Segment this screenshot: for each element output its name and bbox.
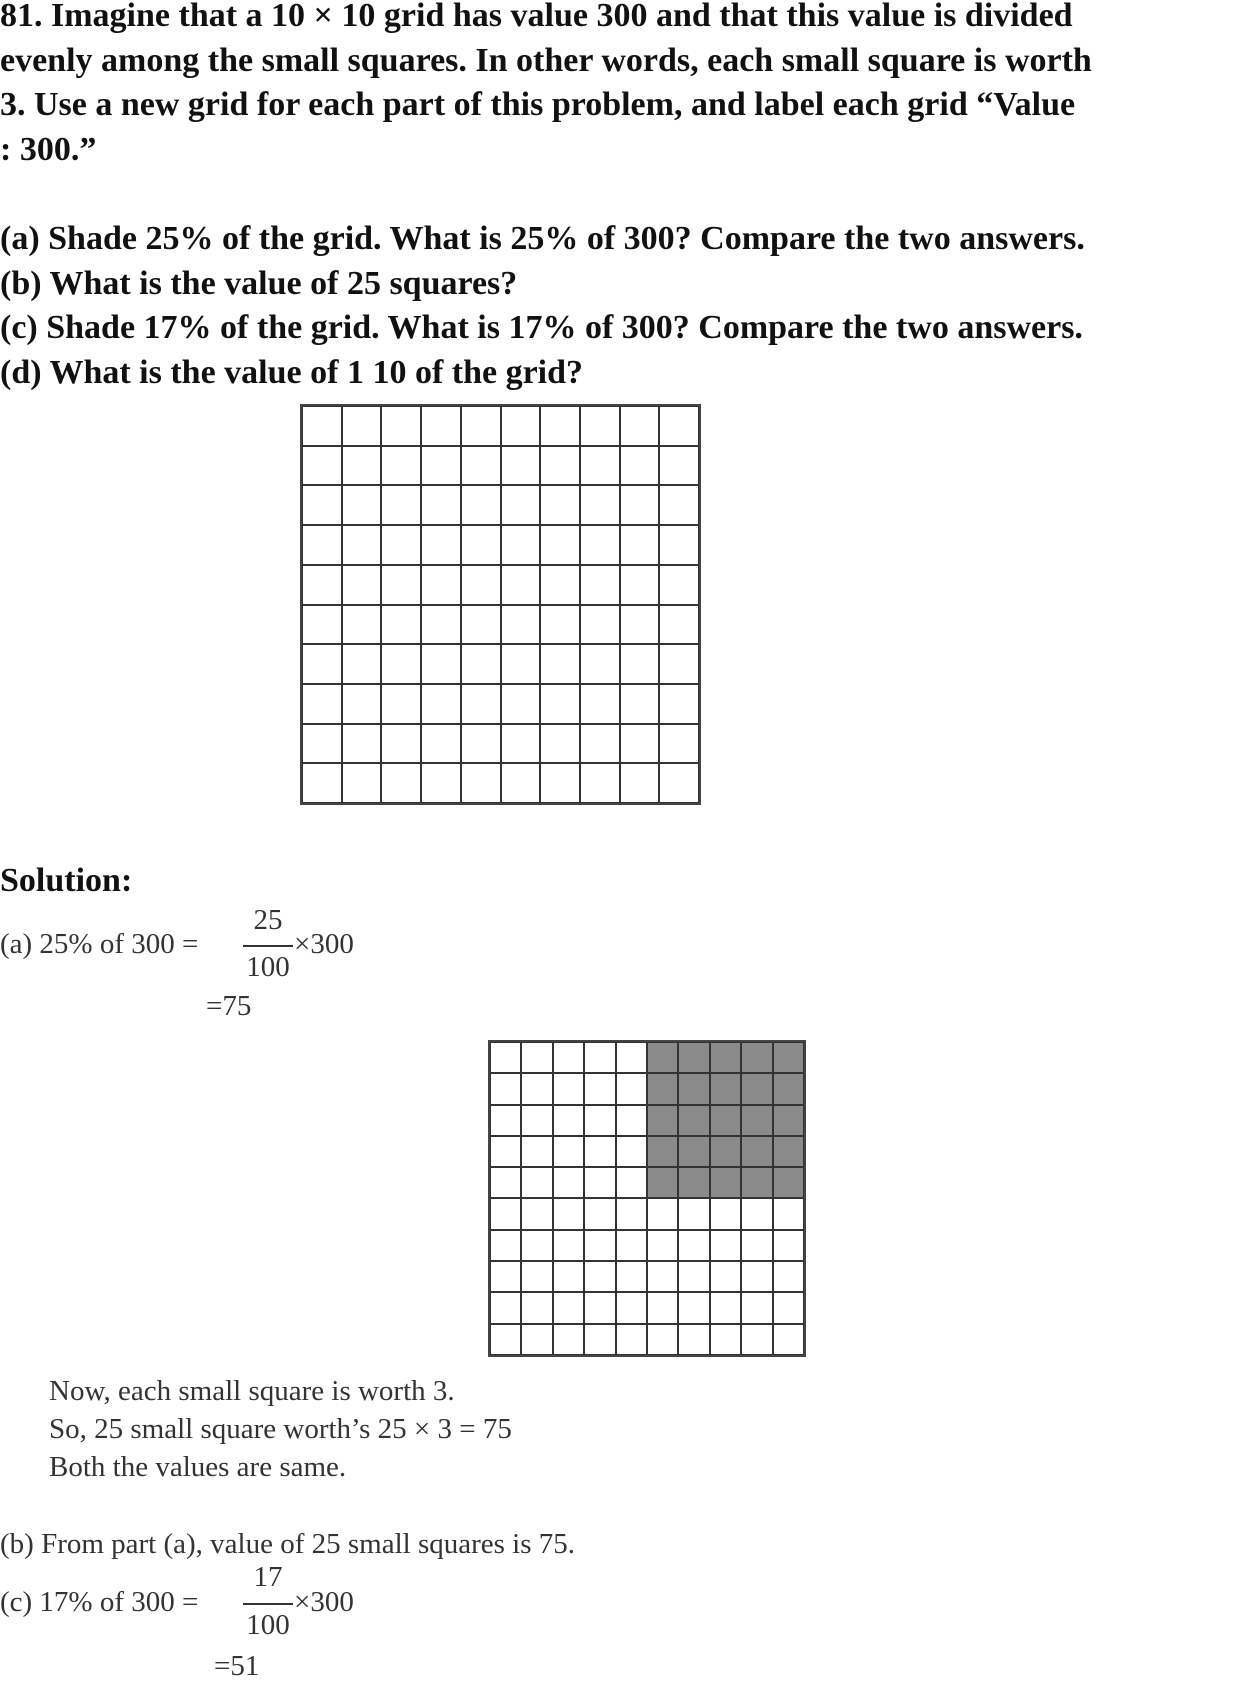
grid-cell (553, 1324, 584, 1355)
grid-cell (773, 1292, 804, 1323)
grid-cell-shaded (647, 1167, 678, 1198)
grid-cell-shaded (647, 1073, 678, 1104)
grid-cell (659, 724, 699, 764)
grid-cell (659, 406, 699, 446)
grid-cell-shaded (678, 1136, 709, 1167)
grid-cell (421, 684, 461, 724)
grid-cell (421, 565, 461, 605)
grid-cell (616, 1230, 647, 1261)
grid-cell (521, 1324, 552, 1355)
grid-cell (540, 525, 580, 565)
grid-cell (553, 1261, 584, 1292)
question-part-c: (c) Shade 17% of the grid. What is 17% of 300? Compare the two answers. (0, 309, 1083, 346)
grid-cell (647, 1261, 678, 1292)
grid-cell (540, 565, 580, 605)
note-line: Both the values are same. (49, 1451, 347, 1483)
grid-cell (421, 525, 461, 565)
grid-cell (620, 565, 660, 605)
part-c-denominator: 100 (246, 1609, 290, 1641)
grid-cell (620, 446, 660, 486)
grid-cell-shaded (678, 1167, 709, 1198)
grid-cell (678, 1324, 709, 1355)
grid-cell (773, 1230, 804, 1261)
grid-cell (584, 1198, 615, 1229)
grid-cell (580, 406, 620, 446)
grid-cell-shaded (741, 1136, 772, 1167)
grid-cell-shaded (773, 1136, 804, 1167)
grid-cell (521, 1292, 552, 1323)
grid-cell (620, 763, 660, 803)
grid-cell (616, 1105, 647, 1136)
empty-hundred-grid (300, 404, 701, 805)
grid-cell (501, 644, 541, 684)
grid-cell (342, 446, 382, 486)
grid-cell (461, 763, 501, 803)
grid-cell (616, 1167, 647, 1198)
grid-cell (421, 446, 461, 486)
grid-cell (521, 1230, 552, 1261)
grid-cell (584, 1073, 615, 1104)
part-c-rhs: ×300 (294, 1586, 354, 1618)
grid-cell (620, 406, 660, 446)
grid-cell (584, 1292, 615, 1323)
grid-cell (580, 763, 620, 803)
grid-cell (580, 644, 620, 684)
grid-cell (501, 406, 541, 446)
grid-cell (342, 565, 382, 605)
grid-cell (659, 605, 699, 645)
grid-cell (302, 406, 342, 446)
grid-cell (584, 1261, 615, 1292)
grid-cell (490, 1198, 521, 1229)
grid-cell (540, 485, 580, 525)
grid-cell (659, 485, 699, 525)
grid-cell (490, 1230, 521, 1261)
grid-cell (553, 1073, 584, 1104)
grid-cell (710, 1230, 741, 1261)
grid-cell (580, 605, 620, 645)
grid-cell (302, 684, 342, 724)
grid-cell (540, 724, 580, 764)
grid-cell (501, 485, 541, 525)
solution-heading: Solution: (0, 862, 133, 899)
grid-cell (741, 1198, 772, 1229)
grid-cell-shaded (678, 1073, 709, 1104)
grid-cell (381, 565, 421, 605)
grid-cell (553, 1136, 584, 1167)
grid-cell (381, 605, 421, 645)
fraction-bar (243, 945, 293, 947)
grid-cell (521, 1136, 552, 1167)
grid-cell (540, 605, 580, 645)
grid-cell (381, 446, 421, 486)
grid-cell (773, 1198, 804, 1229)
grid-cell (381, 684, 421, 724)
grid-cell (659, 446, 699, 486)
grid-cell (620, 684, 660, 724)
grid-cell (342, 763, 382, 803)
grid-cell (710, 1292, 741, 1323)
grid-cell (342, 406, 382, 446)
grid-cell (421, 644, 461, 684)
note-line: Now, each small square is worth 3. (49, 1375, 455, 1407)
grid-cell (616, 1324, 647, 1355)
grid-cell (616, 1292, 647, 1323)
question-line: 3. Use a new grid for each part of this problem, and label each grid “Value (0, 86, 1076, 123)
grid-cell (421, 763, 461, 803)
note-line: So, 25 small square worth’s 25 × 3 = 75 (49, 1413, 512, 1445)
grid-cell (490, 1042, 521, 1073)
grid-cell (553, 1167, 584, 1198)
grid-cell (381, 485, 421, 525)
grid-cell (342, 485, 382, 525)
grid-cell (710, 1198, 741, 1229)
grid-cell (461, 406, 501, 446)
grid-cell-shaded (773, 1073, 804, 1104)
grid-cell (647, 1292, 678, 1323)
grid-cell (678, 1261, 709, 1292)
question-line: 81. Imagine that a 10 × 10 grid has value 300 and that this value is divided (0, 0, 1073, 34)
grid-cell (659, 644, 699, 684)
grid-cell (647, 1198, 678, 1229)
part-c-numerator: 17 (253, 1561, 283, 1593)
grid-cell (501, 525, 541, 565)
grid-cell (580, 525, 620, 565)
grid-cell (553, 1198, 584, 1229)
grid-cell (584, 1042, 615, 1073)
grid-cell (521, 1073, 552, 1104)
grid-cell (710, 1324, 741, 1355)
grid-cell (540, 763, 580, 803)
question-part-a: (a) Shade 25% of the grid. What is 25% of 300? Compare the two answers. (0, 220, 1085, 257)
grid-cell-shaded (710, 1136, 741, 1167)
grid-cell-shaded (710, 1073, 741, 1104)
grid-cell (678, 1198, 709, 1229)
grid-cell (616, 1261, 647, 1292)
grid-cell (580, 446, 620, 486)
grid-cell (659, 763, 699, 803)
grid-cell (584, 1324, 615, 1355)
grid-cell (521, 1261, 552, 1292)
grid-cell (521, 1167, 552, 1198)
grid-cell (490, 1261, 521, 1292)
grid-cell (620, 605, 660, 645)
grid-cell (521, 1105, 552, 1136)
grid-cell (461, 644, 501, 684)
grid-cell (647, 1230, 678, 1261)
grid-cell (540, 406, 580, 446)
grid-cell (302, 485, 342, 525)
grid-cell (381, 724, 421, 764)
question-part-b: (b) What is the value of 25 squares? (0, 265, 518, 302)
grid-cell (584, 1167, 615, 1198)
grid-cell (381, 644, 421, 684)
grid-cell (647, 1324, 678, 1355)
part-c-lhs: (c) 17% of 300 = (0, 1586, 199, 1618)
grid-cell (302, 724, 342, 764)
grid-cell (421, 485, 461, 525)
grid-cell (461, 605, 501, 645)
grid-cell (461, 684, 501, 724)
grid-cell-shaded (710, 1167, 741, 1198)
grid-cell (490, 1073, 521, 1104)
grid-cell (553, 1105, 584, 1136)
grid-cell (302, 644, 342, 684)
grid-cell (553, 1042, 584, 1073)
grid-cell (342, 644, 382, 684)
grid-cell (461, 485, 501, 525)
grid-cell (381, 525, 421, 565)
grid-cell (540, 644, 580, 684)
grid-cell (501, 724, 541, 764)
grid-cell (381, 406, 421, 446)
part-a-numerator: 25 (253, 904, 283, 936)
grid-cell (302, 565, 342, 605)
grid-cell (580, 724, 620, 764)
grid-cell (501, 684, 541, 724)
grid-cell-shaded (678, 1042, 709, 1073)
grid-cell (342, 605, 382, 645)
grid-cell (620, 724, 660, 764)
part-b-answer: (b) From part (a), value of 25 small squares is 75. (0, 1528, 576, 1560)
grid-cell (620, 644, 660, 684)
grid-cell (521, 1042, 552, 1073)
grid-cell (302, 446, 342, 486)
part-a-denominator: 100 (246, 951, 290, 983)
grid-cell-shaded (710, 1105, 741, 1136)
grid-cell (659, 525, 699, 565)
grid-cell (580, 565, 620, 605)
grid-cell-shaded (710, 1042, 741, 1073)
grid-cell (616, 1136, 647, 1167)
grid-cell-shaded (647, 1042, 678, 1073)
grid-cell (741, 1292, 772, 1323)
grid-cell (490, 1105, 521, 1136)
grid-cell (421, 406, 461, 446)
grid-cell-shaded (773, 1105, 804, 1136)
grid-cell-shaded (773, 1167, 804, 1198)
grid-cell (421, 605, 461, 645)
grid-cell (302, 763, 342, 803)
grid-cell (302, 605, 342, 645)
grid-cell (461, 446, 501, 486)
part-a-lhs: (a) 25% of 300 = (0, 928, 199, 960)
grid-cell (616, 1198, 647, 1229)
grid-cell (741, 1324, 772, 1355)
question-line: evenly among the small squares. In other words, each small square is worth (0, 42, 1092, 79)
part-a-result: =75 (206, 990, 252, 1022)
grid-cell (342, 724, 382, 764)
grid-cell (521, 1198, 552, 1229)
grid-cell (553, 1292, 584, 1323)
grid-cell (540, 684, 580, 724)
grid-cell (741, 1230, 772, 1261)
grid-cell (710, 1261, 741, 1292)
grid-cell-shaded (647, 1136, 678, 1167)
grid-cell-shaded (741, 1167, 772, 1198)
grid-cell (490, 1292, 521, 1323)
grid-cell (620, 525, 660, 565)
grid-cell (381, 763, 421, 803)
grid-cell-shaded (741, 1105, 772, 1136)
grid-cell (342, 684, 382, 724)
grid-cell (580, 684, 620, 724)
grid-cell (490, 1136, 521, 1167)
grid-cell (616, 1042, 647, 1073)
grid-cell (620, 485, 660, 525)
grid-cell (501, 565, 541, 605)
question-line: : 300.” (0, 131, 97, 168)
grid-cell-shaded (741, 1042, 772, 1073)
question-part-d: (d) What is the value of 1 10 of the grid? (0, 354, 584, 391)
grid-cell (501, 605, 541, 645)
grid-cell (678, 1292, 709, 1323)
grid-cell-shaded (741, 1073, 772, 1104)
grid-cell (584, 1105, 615, 1136)
shaded-hundred-grid-25-percent (488, 1040, 806, 1357)
grid-cell (342, 525, 382, 565)
grid-cell (584, 1230, 615, 1261)
grid-cell (616, 1073, 647, 1104)
grid-cell (461, 565, 501, 605)
part-c-result: =51 (214, 1650, 260, 1682)
grid-cell (678, 1230, 709, 1261)
grid-cell (490, 1167, 521, 1198)
grid-cell (659, 565, 699, 605)
grid-cell (461, 724, 501, 764)
grid-cell (659, 684, 699, 724)
grid-cell (553, 1230, 584, 1261)
grid-cell (421, 724, 461, 764)
grid-cell-shaded (647, 1105, 678, 1136)
grid-cell (584, 1136, 615, 1167)
grid-cell (580, 485, 620, 525)
part-a-rhs: ×300 (294, 928, 354, 960)
grid-cell-shaded (773, 1042, 804, 1073)
grid-cell (773, 1261, 804, 1292)
grid-cell (501, 763, 541, 803)
grid-cell (773, 1324, 804, 1355)
grid-cell (302, 525, 342, 565)
grid-cell (741, 1261, 772, 1292)
grid-cell (461, 525, 501, 565)
grid-cell (490, 1324, 521, 1355)
fraction-bar (243, 1603, 293, 1605)
grid-cell (501, 446, 541, 486)
grid-cell-shaded (678, 1105, 709, 1136)
grid-cell (540, 446, 580, 486)
